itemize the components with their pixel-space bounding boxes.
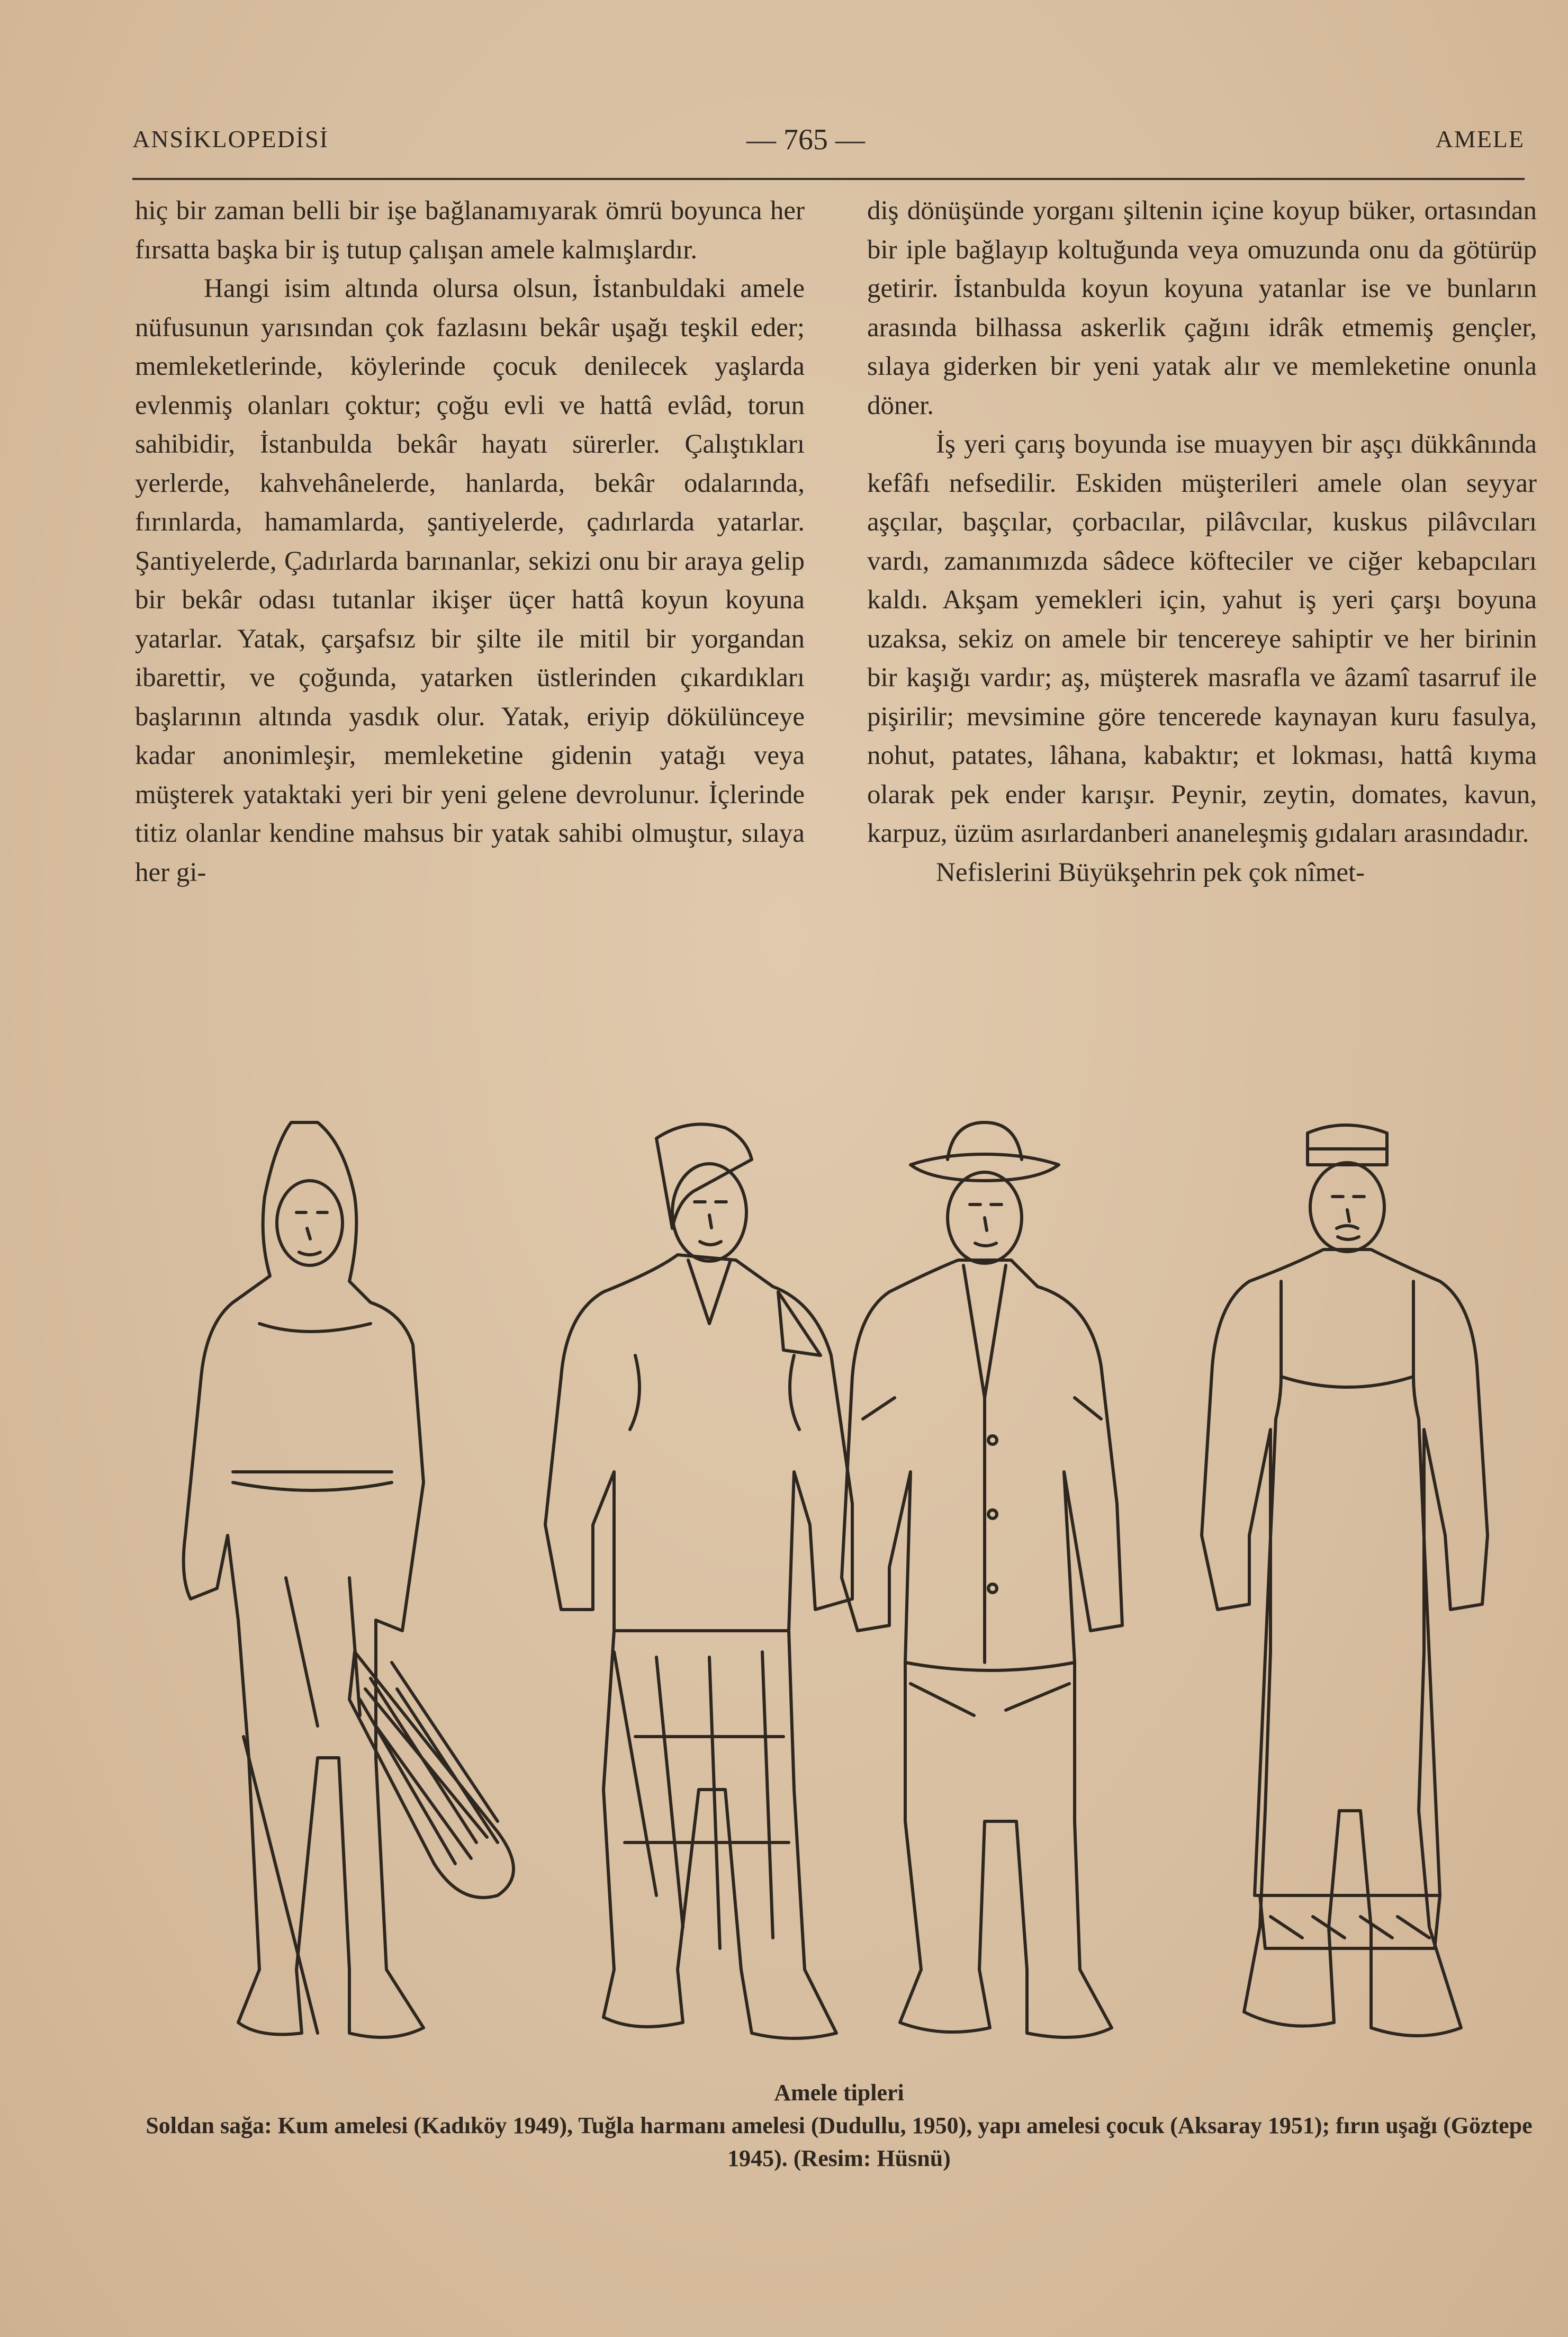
figure-bakery-apprentice <box>1202 1125 1488 2036</box>
paragraph: hiç bir zaman belli bir işe bağlanamıyarak ömrü boyunca her fırsatta başka bir iş tutup çalışan amele kalmışlardır. <box>135 196 805 265</box>
right-column <box>867 192 1537 892</box>
header-rule <box>132 178 1525 180</box>
caption-body: Soldan sağa: Kum amelesi (Kadıköy 1949), Tuğla harmanı amelesi (Dudullu, 1950), yapı amelesi çocuk (Aksaray 1951); fırın uşağı (Göztepe 1945). (Resim: Hüsnü) <box>146 2113 1533 2171</box>
running-title: ANSİKLOPEDİSİ <box>132 125 329 152</box>
paragraph: Nefislerini Büyükşehrin pek çok nîmet- <box>936 857 1365 887</box>
paragraph: Hangi isim altında olursa olsun, İstanbuldaki amele nüfusunun yarısından çok fazlasını bekâr uşağı teşkil eder; memleketlerinde, köylerinde çocuk denilecek yaşlarda evlenmiş olanları çoktur; çoğu evli ve hattâ evlâd, torun sahibidir, İstanbulda bekâr hayatı sürerler. Çalıştıkları yerlerde, kahvehânelerde, hanlarda, bekâr odalarında, fırınlarda, hamamlarda, şantiyelerde, çadırlarda yatarlar. Şantiyelerde, Çadırlarda barınanlar, sekizi onu bir araya gelip bir bekâr odası tutanlar ikişer üçer hattâ koyun koyuna yatarlar. Yatak, çarşafsız bir şilte ile mitil bir yorgandan ibarettir, ve çoğunda, yatarken üstlerinden çıkardıkları başlarının altında yasdık olur. Yatak, eriyip dökülünceye kadar anonimleşir, memleketine gidenin yatağı veya müşterek yataktaki yeri bir yeni gelene devrolunur. İçlerinde titiz olanlar kendine mahsus bir yatak sahibi olmuştur, sılaya her gi- <box>135 274 805 887</box>
page-header <box>132 125 1525 167</box>
caption-title: Amele tipleri <box>774 2080 904 2106</box>
figure-sand-worker <box>184 1122 513 2037</box>
illustration-workers <box>127 1101 1556 2070</box>
workers-drawing <box>127 1101 1556 2070</box>
paragraph: İş yeri çarış boyunda ise muayyen bir aşçı dükkânında kefâfı nefsedilir. Eskiden müşterileri amele olan seyyar aşçılar, başçılar, çorbacılar, pilâvcılar, kuskus pilâvcıları vardı, zamanımızda sâdece köfteciler ve ciğer kebapcıları kaldı. Akşam yemekleri için, yahut iş yeri çarşı boyuna uzaksa, sekiz on amele bir tencereye sahiptir ve her birinin bir kaşığı vardır; aş, müşterek masrafla ve âzamî tasarruf ile pişirilir; mevsimine göre tencerede kaynayan kuru fasulya, nohut, patates, lâhana, kabaktır; et lokması, hattâ kıyma olarak pek ender karışır. Peynir, zeytin, domates, kavun, karpuz, üzüm asırlardanberi ananeleşmiş gıdaları arasındadır. <box>867 429 1537 848</box>
figure-brick-worker <box>545 1124 852 2038</box>
left-column <box>135 192 805 892</box>
entry-title: AMELE <box>1435 125 1525 152</box>
figure-construction-boy <box>842 1122 1122 2037</box>
page-number: — 765 — <box>746 123 865 156</box>
paragraph: diş dönüşünde yorganı şiltenin içine koyup büker, ortasından bir iple bağlayıp koltuğunda veya omuzunda onu da götürüp getirir. İstanbulda koyun koyuna yatanlar ise ve bunların arasında bilhassa askerlik çağını idrâk etmemiş gençler, sılaya giderken bir yeni yatak alır ve memleketine onunla döner. <box>867 196 1537 420</box>
figure-caption <box>143 2077 1535 2175</box>
